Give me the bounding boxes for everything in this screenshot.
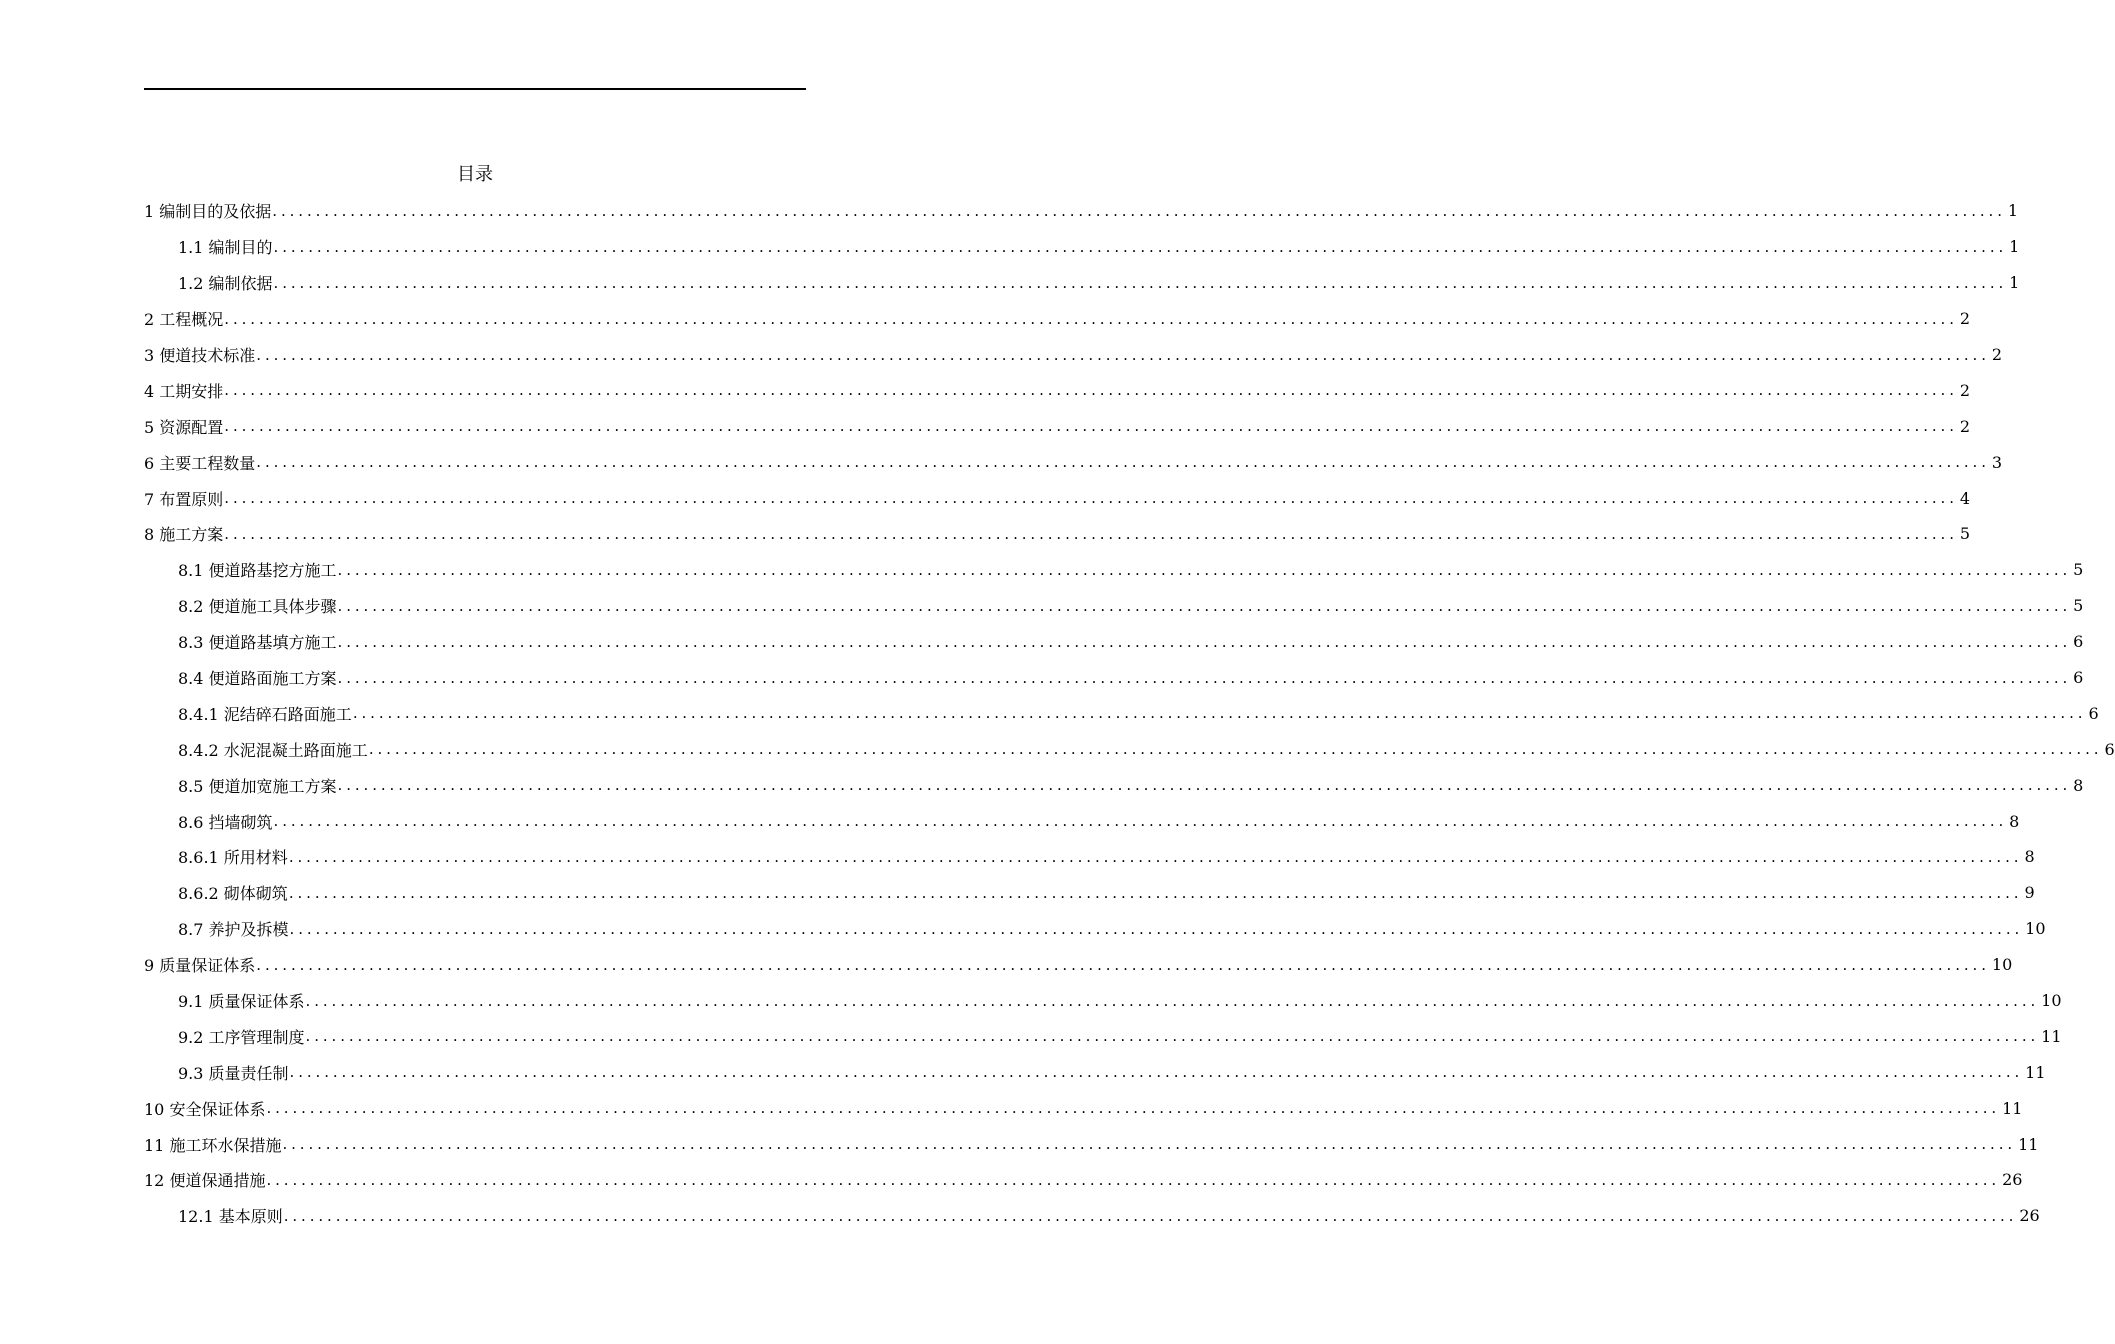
toc-entry-label: 8.6.2 砌体砌筑 [178, 884, 288, 904]
toc-entry-label: 2 工程概况 [144, 310, 224, 330]
toc-entry-label: 8.4 便道路面施工方案 [178, 669, 337, 689]
toc-entry-label: 9.3 质量责任制 [178, 1063, 289, 1083]
toc-entry[interactable] [144, 301, 1971, 337]
toc-entry-label: 1 编制目的及依据 [144, 202, 272, 222]
toc-entry-page-number: 3 [1991, 452, 2003, 472]
toc-entry[interactable] [144, 947, 2013, 983]
toc-entry-label: 9.2 工序管理制度 [178, 1027, 305, 1047]
toc-entry[interactable] [144, 1090, 2023, 1126]
toc-dot-leader: ........................................................................................................................................................................................................ [289, 1063, 2024, 1082]
toc-entry-label: 8.6 挡墙砌筑 [178, 812, 273, 832]
toc-entry[interactable] [144, 516, 1971, 552]
toc-entry-label: 8.7 养护及拆模 [178, 920, 289, 940]
toc-entry[interactable] [144, 265, 2020, 301]
toc-entry[interactable] [144, 229, 2020, 265]
toc-dot-leader: ........................................................................................................................................................................................................ [273, 237, 2008, 256]
toc-entry-label: 8.5 便道加宽施工方案 [178, 776, 337, 796]
toc-dot-leader: ........................................................................................................................................................................................................ [305, 991, 2040, 1010]
toc-entry-label: 8.2 便道施工具体步骤 [178, 597, 337, 617]
toc-entry-label: 4 工期安排 [144, 381, 224, 401]
toc-entry-page-number: 2 [1959, 380, 1971, 400]
toc-dot-leader: ........................................................................................................................................................................................................ [337, 632, 2072, 651]
toc-entry-page-number: 1 [2009, 273, 2020, 293]
toc-entry[interactable] [144, 444, 2003, 480]
toc-entry-label: 3 便道技术标准 [144, 346, 256, 365]
toc-dot-leader: ........................................................................................................................................................................................................ [256, 955, 1990, 974]
toc-entry-label: 8.4.2 水泥混凝土路面施工 [178, 740, 368, 760]
toc-title: 目录 [457, 164, 493, 185]
toc-dot-leader: ........................................................................................................................................................................................................ [368, 740, 2103, 759]
toc-dot-leader: ........................................................................................................................................................................................................ [224, 417, 1958, 436]
toc-entry-page-number: 8 [2009, 811, 2020, 831]
toc-dot-leader: ........................................................................................................................................................................................................ [283, 1206, 2018, 1225]
toc-dot-leader: ........................................................................................................................................................................................................ [273, 812, 2008, 831]
toc-dot-leader: ........................................................................................................................................................................................................ [305, 1027, 2040, 1046]
toc-entry-page-number: 1 [2007, 201, 2019, 221]
toc-entry[interactable] [144, 660, 2084, 696]
toc-dot-leader: ........................................................................................................................................................................................................ [352, 704, 2087, 723]
toc-entry-page-number: 11 [2025, 1062, 2046, 1082]
toc-entry-page-number: 11 [2002, 1098, 2023, 1118]
toc-entry-label: 7 布置原则 [144, 489, 224, 509]
toc-entry-page-number: 6 [2088, 703, 2099, 723]
toc-dot-leader: ........................................................................................................................................................................................................ [288, 883, 2023, 902]
toc-entry[interactable] [144, 731, 2115, 767]
toc-entry-page-number: 11 [2018, 1134, 2039, 1154]
toc-entry-label: 12 便道保通措施 [144, 1171, 266, 1191]
toc-entry-label: 8.3 便道路基填方施工 [178, 633, 337, 653]
toc-entry[interactable] [144, 552, 2084, 588]
toc-dot-leader: ........................................................................................................................................................................................................ [282, 1135, 2017, 1154]
toc-dot-leader: ........................................................................................................................................................................................................ [273, 273, 2008, 292]
toc-dot-leader: ........................................................................................................................................................................................................ [256, 453, 1990, 472]
toc-entry[interactable] [144, 1018, 2062, 1054]
toc-dot-leader: ........................................................................................................................................................................................................ [224, 309, 1958, 328]
toc-dot-leader: ........................................................................................................................................................................................................ [224, 524, 1958, 543]
toc-entry-label: 8.4.1 泥结碎石路面施工 [178, 704, 352, 724]
toc-entry[interactable] [144, 1126, 2039, 1162]
toc-entry-page-number: 4 [1959, 488, 1971, 508]
header-rule [144, 88, 806, 90]
toc-entry[interactable] [144, 624, 2084, 660]
toc-entry[interactable] [144, 875, 2035, 911]
toc-entry-page-number: 2 [1959, 309, 1971, 329]
toc-dot-leader: ........................................................................................................................................................................................................ [289, 919, 2024, 938]
toc-dot-leader: ........................................................................................................................................................................................................ [272, 201, 2006, 220]
toc-entry[interactable] [144, 193, 2019, 229]
toc-entry-page-number: 2 [1959, 416, 1971, 436]
toc-entry-page-number: 8 [2024, 847, 2035, 867]
toc-entry-label: 9 质量保证体系 [144, 956, 256, 976]
toc-dot-leader: ........................................................................................................................................................................................................ [337, 668, 2072, 687]
toc-entry[interactable] [144, 983, 2062, 1019]
toc-entry-label: 5 资源配置 [144, 417, 224, 437]
toc-entry-page-number: 11 [2041, 1026, 2062, 1046]
toc-dot-leader: ........................................................................................................................................................................................................ [224, 489, 1958, 508]
toc-entry-page-number: 5 [2073, 596, 2084, 616]
toc-entry[interactable] [144, 337, 2003, 373]
toc-dot-leader: ........................................................................................................................................................................................................ [256, 345, 1990, 364]
toc-entry-page-number: 9 [2024, 883, 2035, 903]
toc-entry-page-number: 2 [1991, 345, 2003, 364]
toc-entry-page-number: 5 [1959, 524, 1971, 544]
toc-entry-label: 9.1 质量保证体系 [178, 992, 305, 1012]
toc-dot-leader: ........................................................................................................................................................................................................ [337, 560, 2072, 579]
toc-entry-label: 12.1 基本原则 [178, 1207, 283, 1227]
toc-entry-page-number: 8 [2073, 775, 2084, 795]
toc-entry-page-number: 1 [2009, 237, 2020, 257]
toc-entry-page-number: 10 [1991, 955, 2013, 975]
toc-entry[interactable] [144, 695, 2099, 731]
toc-entry[interactable] [144, 839, 2035, 875]
toc-entry[interactable] [144, 1054, 2046, 1090]
toc-dot-leader: ........................................................................................................................................................................................................ [224, 381, 1958, 400]
toc-entry[interactable] [144, 767, 2084, 803]
toc-dot-leader: ........................................................................................................................................................................................................ [266, 1170, 2001, 1189]
toc-entry-label: 6 主要工程数量 [144, 453, 256, 473]
toc-entry-label: 8 施工方案 [144, 525, 224, 545]
toc-entry-page-number: 26 [2002, 1170, 2023, 1190]
toc-list [144, 193, 2115, 1234]
toc-entry-label: 1.2 编制依据 [178, 274, 273, 294]
toc-entry-label: 8.1 便道路基挖方施工 [178, 561, 337, 581]
toc-entry[interactable] [144, 408, 1971, 444]
toc-entry[interactable] [144, 1198, 2040, 1234]
toc-entry-label: 1.1 编制目的 [178, 238, 273, 258]
toc-entry-label: 10 安全保证体系 [144, 1099, 266, 1119]
toc-entry-page-number: 6 [2104, 739, 2115, 759]
toc-dot-leader: ........................................................................................................................................................................................................ [266, 1099, 2001, 1118]
toc-entry-label: 11 施工环水保措施 [144, 1135, 282, 1155]
toc-dot-leader: ........................................................................................................................................................................................................ [288, 847, 2023, 866]
toc-entry[interactable] [144, 480, 1971, 516]
toc-entry-page-number: 6 [2073, 632, 2084, 652]
toc-entry[interactable] [144, 372, 1971, 408]
toc-entry[interactable] [144, 1162, 2023, 1198]
toc-entry-page-number: 10 [2025, 919, 2046, 939]
toc-entry[interactable] [144, 803, 2020, 839]
toc-dot-leader: ........................................................................................................................................................................................................ [337, 596, 2072, 615]
toc-entry-page-number: 6 [2073, 668, 2084, 688]
toc-entry[interactable] [144, 588, 2084, 624]
toc-dot-leader: ........................................................................................................................................................................................................ [337, 776, 2072, 795]
toc-entry-label: 8.6.1 所用材料 [178, 848, 288, 868]
toc-entry-page-number: 10 [2041, 991, 2062, 1011]
toc-entry[interactable] [144, 911, 2046, 947]
toc-entry-page-number: 26 [2019, 1206, 2040, 1226]
toc-entry-page-number: 5 [2073, 560, 2084, 580]
